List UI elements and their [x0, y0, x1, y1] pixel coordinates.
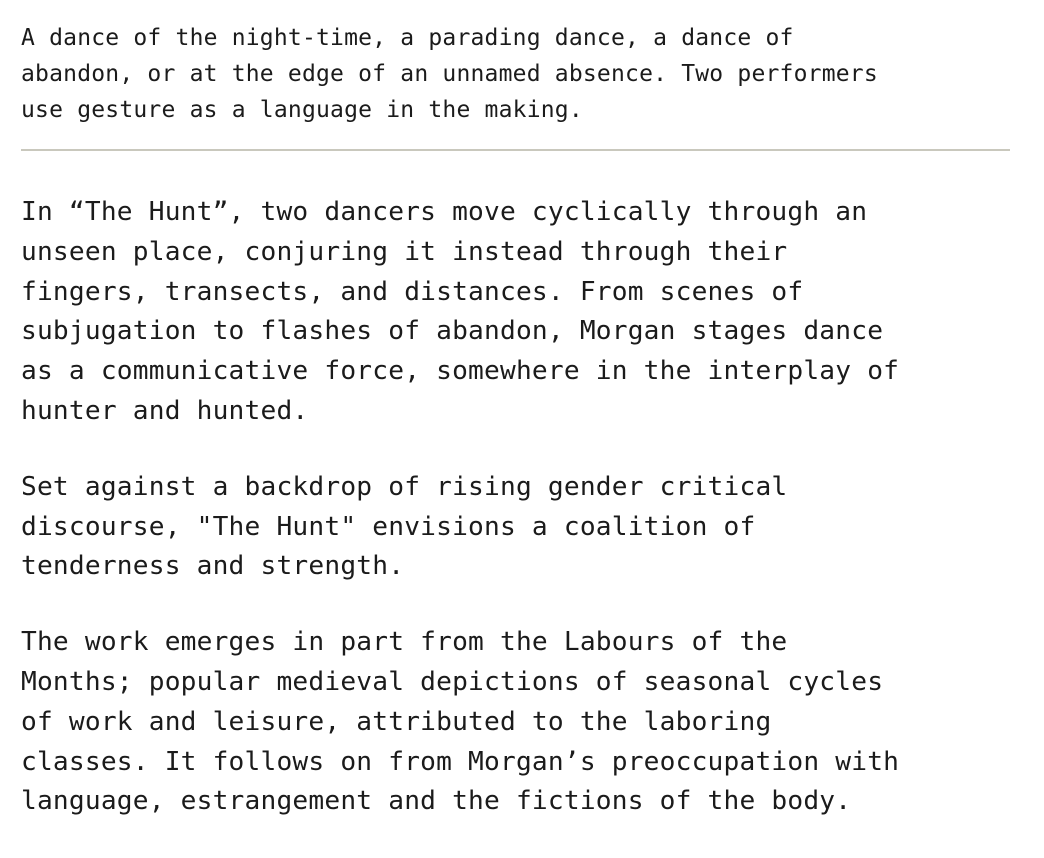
section-divider	[21, 149, 1010, 151]
paragraph-backdrop: Set against a backdrop of rising gender critical discourse, "The Hunt" envisions a coalition of tenderness and strength.	[21, 471, 788, 582]
intro-text: A dance of the night-time, a parading dance, a dance of abandon, or at the edge of an unnamed absence. Two performers use gesture as a language in the making.	[21, 25, 878, 123]
description-body	[21, 193, 1010, 822]
paragraph-the-hunt: In “The Hunt”, two dancers move cyclically through an unseen place, conjuring it instead through their fingers, transects, and distances. From scenes of subjugation to flashes of abandon, Morgan stages dance as a communicative force, somewhere in the interplay of hunter and hunted.	[21, 197, 900, 426]
paragraph-labours: The work emerges in part from the Labours of the Months; popular medieval depictions of seasonal cycles of work and leisure, attributed to the laboring classes. It follows on from Morgan’s preoccupation with language, estrangement and the fictions of the body.	[21, 627, 900, 817]
